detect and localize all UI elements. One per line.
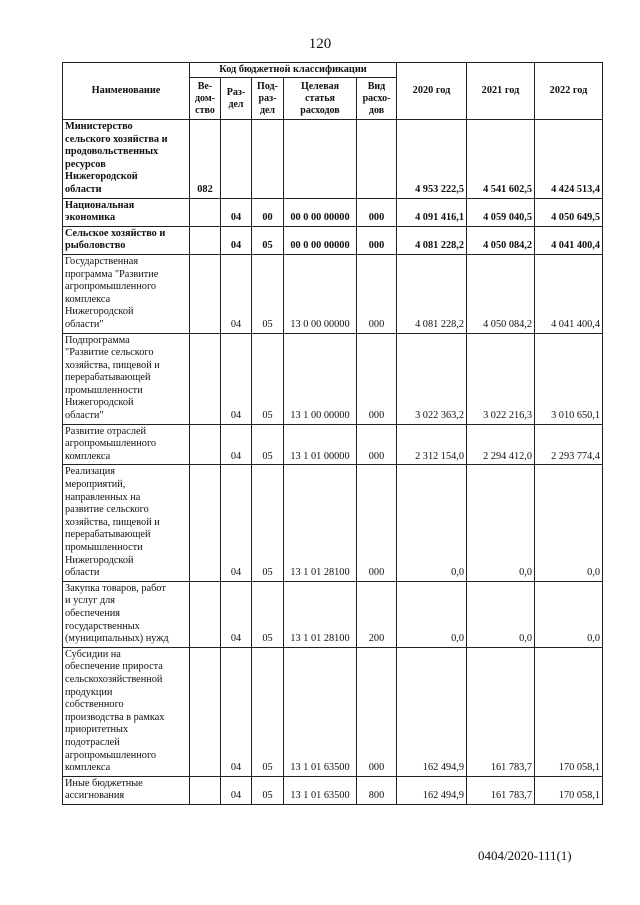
row-amount-2022: 4 041 400,4 <box>535 254 603 333</box>
row-name: Государственная программа "Развитие агропромышленного комплекса Нижегородской области" <box>63 254 190 333</box>
row-name: Закупка товаров, работ и услуг для обеспечения государственных (муниципальных) нужд <box>63 581 190 647</box>
row-target-article: 13 1 01 28100 <box>284 581 357 647</box>
row-name: Иные бюджетные ассигнования <box>63 776 190 804</box>
row-razdel: 04 <box>221 254 252 333</box>
row-razdel: 04 <box>221 647 252 776</box>
row-vedomstvo <box>190 333 221 424</box>
row-amount-2021: 161 783,7 <box>467 776 535 804</box>
document-code: 0404/2020-111(1) <box>478 848 572 863</box>
row-podrazdel: 05 <box>252 647 284 776</box>
row-name: Развитие отраслей агропромышленного комплекса <box>63 424 190 465</box>
row-amount-2020: 4 081 228,2 <box>397 254 467 333</box>
row-podrazdel: 05 <box>252 226 284 254</box>
row-razdel: 04 <box>221 333 252 424</box>
row-amount-2021: 4 050 084,2 <box>467 254 535 333</box>
row-amount-2022: 4 050 649,5 <box>535 198 603 226</box>
row-amount-2022: 170 058,1 <box>535 647 603 776</box>
row-amount-2022: 170 058,1 <box>535 776 603 804</box>
row-amount-2020: 0,0 <box>397 581 467 647</box>
row-podrazdel: 05 <box>252 581 284 647</box>
header-target: Целевая статья расходов <box>284 78 357 120</box>
row-target-article: 13 0 00 00000 <box>284 254 357 333</box>
row-expense-type: 000 <box>357 424 397 465</box>
row-amount-2020: 3 022 363,2 <box>397 333 467 424</box>
row-podrazdel <box>252 120 284 199</box>
header-name: Наименование <box>63 63 190 120</box>
table-row <box>63 254 603 333</box>
row-razdel: 04 <box>221 465 252 581</box>
table-row <box>63 581 603 647</box>
row-target-article: 00 0 00 00000 <box>284 198 357 226</box>
header-budget-code: Код бюджетной классификации <box>190 63 397 78</box>
row-name: Реализация мероприятий, направленных на развитие сельского хозяйства, пищевой и перерабатывающей промышленности Нижегородской области <box>63 465 190 581</box>
row-amount-2021: 0,0 <box>467 581 535 647</box>
row-amount-2021: 0,0 <box>467 465 535 581</box>
header-podrazdel: Под- раз- дел <box>252 78 284 120</box>
row-amount-2020: 4 081 228,2 <box>397 226 467 254</box>
table-row <box>63 465 603 581</box>
row-target-article: 13 1 01 28100 <box>284 465 357 581</box>
table-row <box>63 333 603 424</box>
row-expense-type: 000 <box>357 198 397 226</box>
row-razdel: 04 <box>221 226 252 254</box>
row-podrazdel: 05 <box>252 333 284 424</box>
row-expense-type: 000 <box>357 465 397 581</box>
row-amount-2020: 4 091 416,1 <box>397 198 467 226</box>
row-vedomstvo: 082 <box>190 120 221 199</box>
table-row <box>63 776 603 804</box>
row-amount-2021: 4 050 084,2 <box>467 226 535 254</box>
row-vedomstvo <box>190 581 221 647</box>
row-amount-2021: 2 294 412,0 <box>467 424 535 465</box>
table-row <box>63 647 603 776</box>
row-amount-2021: 4 059 040,5 <box>467 198 535 226</box>
row-amount-2021: 4 541 602,5 <box>467 120 535 199</box>
row-vedomstvo <box>190 465 221 581</box>
header-2022: 2022 год <box>535 63 603 120</box>
row-amount-2021: 161 783,7 <box>467 647 535 776</box>
row-name: Министерство сельского хозяйства и продовольственных ресурсов Нижегородской области <box>63 120 190 199</box>
row-amount-2020: 0,0 <box>397 465 467 581</box>
row-expense-type: 000 <box>357 647 397 776</box>
row-razdel <box>221 120 252 199</box>
header-vedomstvo: Ве- дом- ство <box>190 78 221 120</box>
row-razdel: 04 <box>221 581 252 647</box>
row-amount-2022: 0,0 <box>535 465 603 581</box>
row-amount-2020: 4 953 222,5 <box>397 120 467 199</box>
row-name: Сельское хозяйство и рыболовство <box>63 226 190 254</box>
row-amount-2022: 3 010 650,1 <box>535 333 603 424</box>
row-podrazdel: 05 <box>252 465 284 581</box>
row-podrazdel: 05 <box>252 776 284 804</box>
row-target-article: 13 1 01 63500 <box>284 776 357 804</box>
row-vedomstvo <box>190 424 221 465</box>
row-podrazdel: 05 <box>252 254 284 333</box>
table-row <box>63 226 603 254</box>
row-amount-2022: 2 293 774,4 <box>535 424 603 465</box>
row-target-article: 00 0 00 00000 <box>284 226 357 254</box>
row-vedomstvo <box>190 776 221 804</box>
row-vedomstvo <box>190 647 221 776</box>
header-2020: 2020 год <box>397 63 467 120</box>
page-number: 120 <box>308 36 332 52</box>
row-podrazdel: 05 <box>252 424 284 465</box>
row-name: Подпрограмма "Развитие сельского хозяйства, пищевой и перерабатывающей промышленности Нижегородской области" <box>63 333 190 424</box>
header-2021: 2021 год <box>467 63 535 120</box>
row-amount-2020: 2 312 154,0 <box>397 424 467 465</box>
header-vid: Вид расхо- дов <box>357 78 397 120</box>
row-name: Субсидии на обеспечение прироста сельскохозяйственной продукции собственного производства в рамках приоритетных подотраслей агропромышленного комплекса <box>63 647 190 776</box>
row-expense-type: 000 <box>357 254 397 333</box>
budget-table <box>62 62 603 805</box>
row-amount-2020: 162 494,9 <box>397 776 467 804</box>
table-row <box>63 120 603 199</box>
row-razdel: 04 <box>221 424 252 465</box>
table-row <box>63 198 603 226</box>
row-vedomstvo <box>190 198 221 226</box>
row-amount-2022: 0,0 <box>535 581 603 647</box>
row-expense-type: 800 <box>357 776 397 804</box>
row-amount-2021: 3 022 216,3 <box>467 333 535 424</box>
row-target-article <box>284 120 357 199</box>
row-expense-type <box>357 120 397 199</box>
row-name: Национальная экономика <box>63 198 190 226</box>
row-vedomstvo <box>190 226 221 254</box>
row-expense-type: 200 <box>357 581 397 647</box>
row-expense-type: 000 <box>357 226 397 254</box>
row-amount-2022: 4 041 400,4 <box>535 226 603 254</box>
header-razdel: Раз- дел <box>221 78 252 120</box>
row-target-article: 13 1 00 00000 <box>284 333 357 424</box>
row-vedomstvo <box>190 254 221 333</box>
row-amount-2022: 4 424 513,4 <box>535 120 603 199</box>
table-row <box>63 424 603 465</box>
row-target-article: 13 1 01 63500 <box>284 647 357 776</box>
row-expense-type: 000 <box>357 333 397 424</box>
row-target-article: 13 1 01 00000 <box>284 424 357 465</box>
row-podrazdel: 00 <box>252 198 284 226</box>
row-amount-2020: 162 494,9 <box>397 647 467 776</box>
row-razdel: 04 <box>221 776 252 804</box>
row-razdel: 04 <box>221 198 252 226</box>
